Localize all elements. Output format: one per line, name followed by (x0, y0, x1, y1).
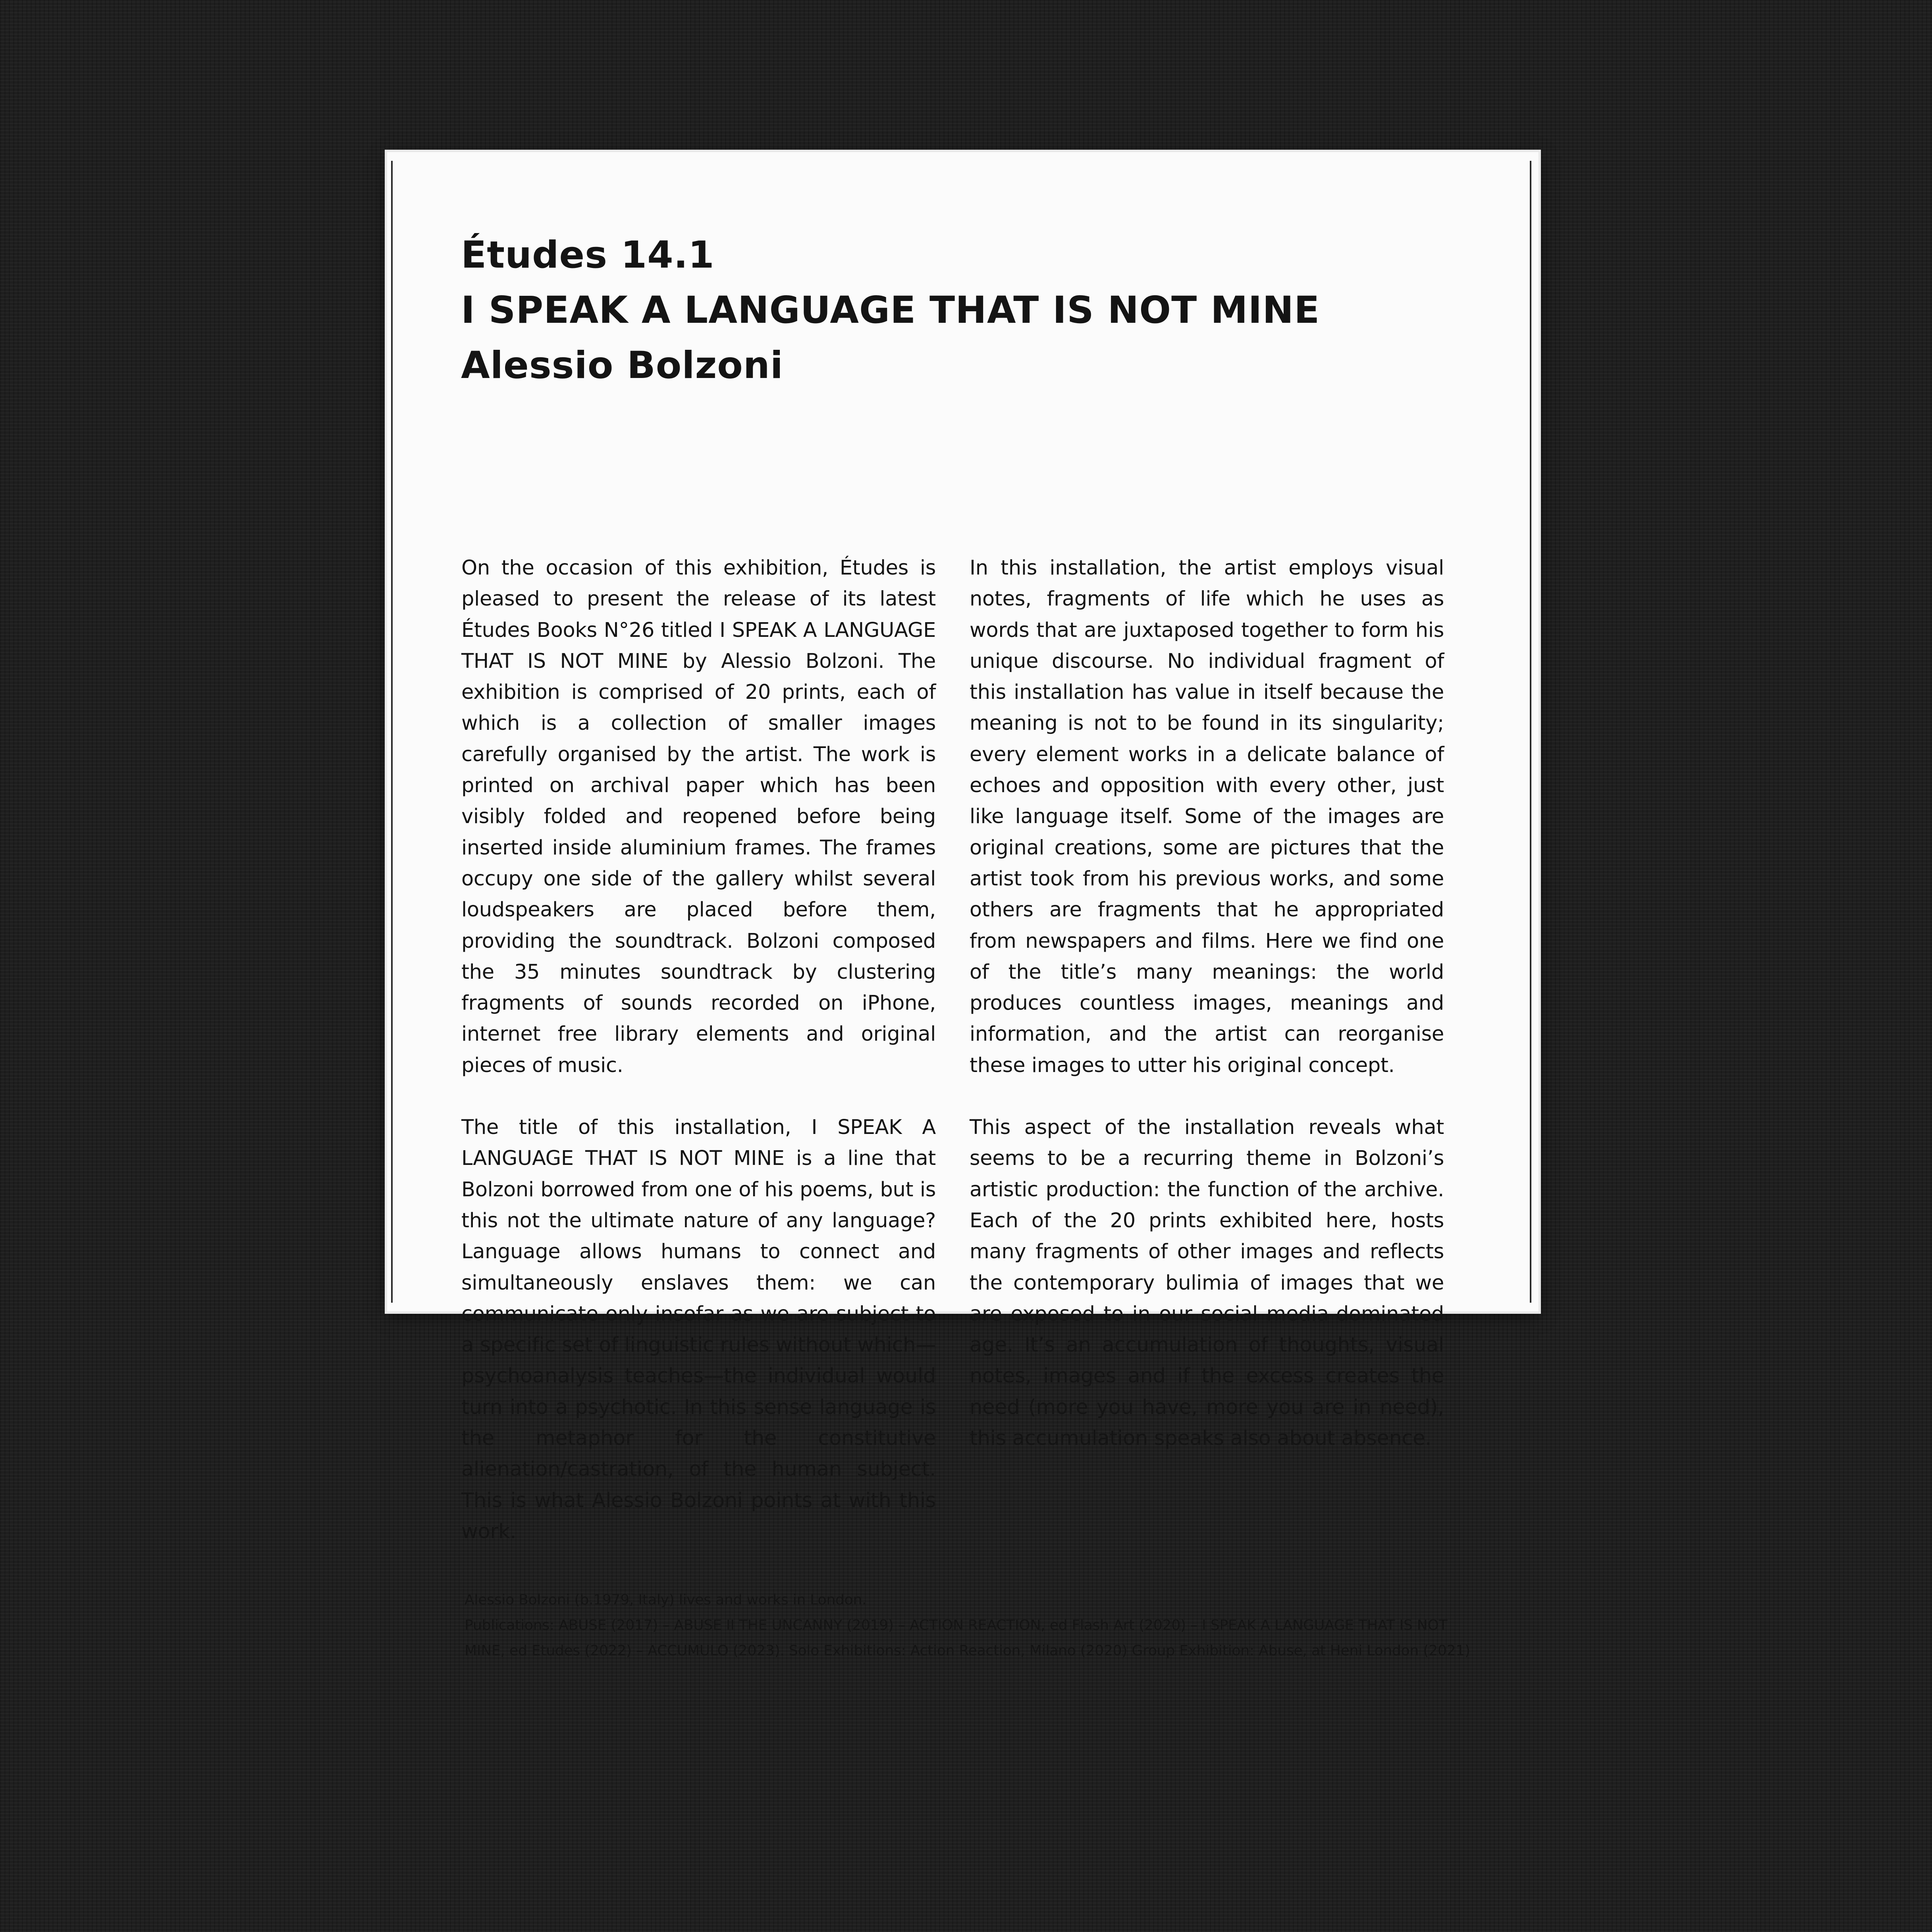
paragraph: On the occasion of this exhibition, Études is pleased to present the release of its latest Études Books N°26 titled I SPEAK A LANGUAGE THAT IS NOT MINE by Alessio Bolzoni. The exhibition is comprised of 20 prints, each of which is a collection of smaller images carefully organised by the artist. The work is printed on archival paper which has been visibly folded and reopened before being inserted inside aluminium frames. The frames occupy one side of the gallery whilst several loudspeakers are placed before them, providing the soundtrack. Bolzoni composed the 35 minutes soundtrack by clustering fragments of sounds recorded on iPhone, internet free library elements and original pieces of music. (461, 556, 936, 1077)
sheet-right-edge (1530, 161, 1531, 1303)
paragraph: The title of this installation, I SPEAK A LANGUAGE THAT IS NOT MINE is a line that Bolzoni borrowed from one of his poems, but is this not the ultimate nature of any language? Language allows humans to connect and simultaneously enslaves them: we can communicate only insofar as we are subject to a specific set of linguistic rules without which—psychoanalysis teaches—the individual would turn into a psychotic. In this sense language is the metaphor for the constitutive alienation/castration, of the human subject. This is what Alessio Bolzoni points at with this work. (461, 1116, 936, 1543)
series-title: Études 14.1 (461, 233, 715, 277)
sheet-left-edge (391, 161, 393, 1303)
publications-list: Publications: ABUSE (2017) – ABUSE II THE UNCANNY (2019) – ACTION REACTION, ed Flash Art (2020) – I SPEAK A LANGUAGE THAT IS NOT MINE, ed Etudes (2022) – ACCUMULO (2023). Solo Exhibitions: Action Reaction, Milano (2020) Group Exhibition: Abuse, at Heni London (2021) (465, 1617, 1470, 1659)
title-block (461, 228, 1493, 393)
paragraph: In this installation, the artist employs visual notes, fragments of life which he uses as words that are juxtaposed together to form his unique discourse. No individual fragment of this installation has value in itself because the meaning is not to be found in its singularity; every element works in a delicate balance of echoes and opposition with every other, just like language itself. Some of the images are original creations, some are pictures that the artist took from his previous works, and some others are fragments that he appropriated from newspapers and films. Here we find one of the title’s many meanings: the world produces countless images, meanings and information, and the artist can reorganise these images to utter his original concept. (970, 556, 1444, 1077)
exhibition-title: I SPEAK A LANGUAGE THAT IS NOT MINE (461, 289, 1320, 332)
artist-name: Alessio Bolzoni (461, 344, 784, 387)
paragraph: This aspect of the installation reveals what seems to be a recurring theme in Bolzoni’s artistic production: the function of the archive. Each of the 20 prints exhibited here, hosts many fragments of other images and reflects the contemporary bulimia of images that we are exposed to in our social media-dominated age. It’s an accumulation of thoughts, visual notes, images and if the excess creates the need (more you have, more you are in need), this accumulation speaks also about absence. (970, 1116, 1444, 1450)
printed-sheet (387, 152, 1539, 1659)
text-column-left (461, 553, 936, 1578)
footnote (465, 1587, 1481, 1664)
text-column-right (970, 553, 1444, 1485)
artist-bio: Alessio Bolzoni (b.1979, Italy) lives and works in London. (465, 1592, 867, 1608)
